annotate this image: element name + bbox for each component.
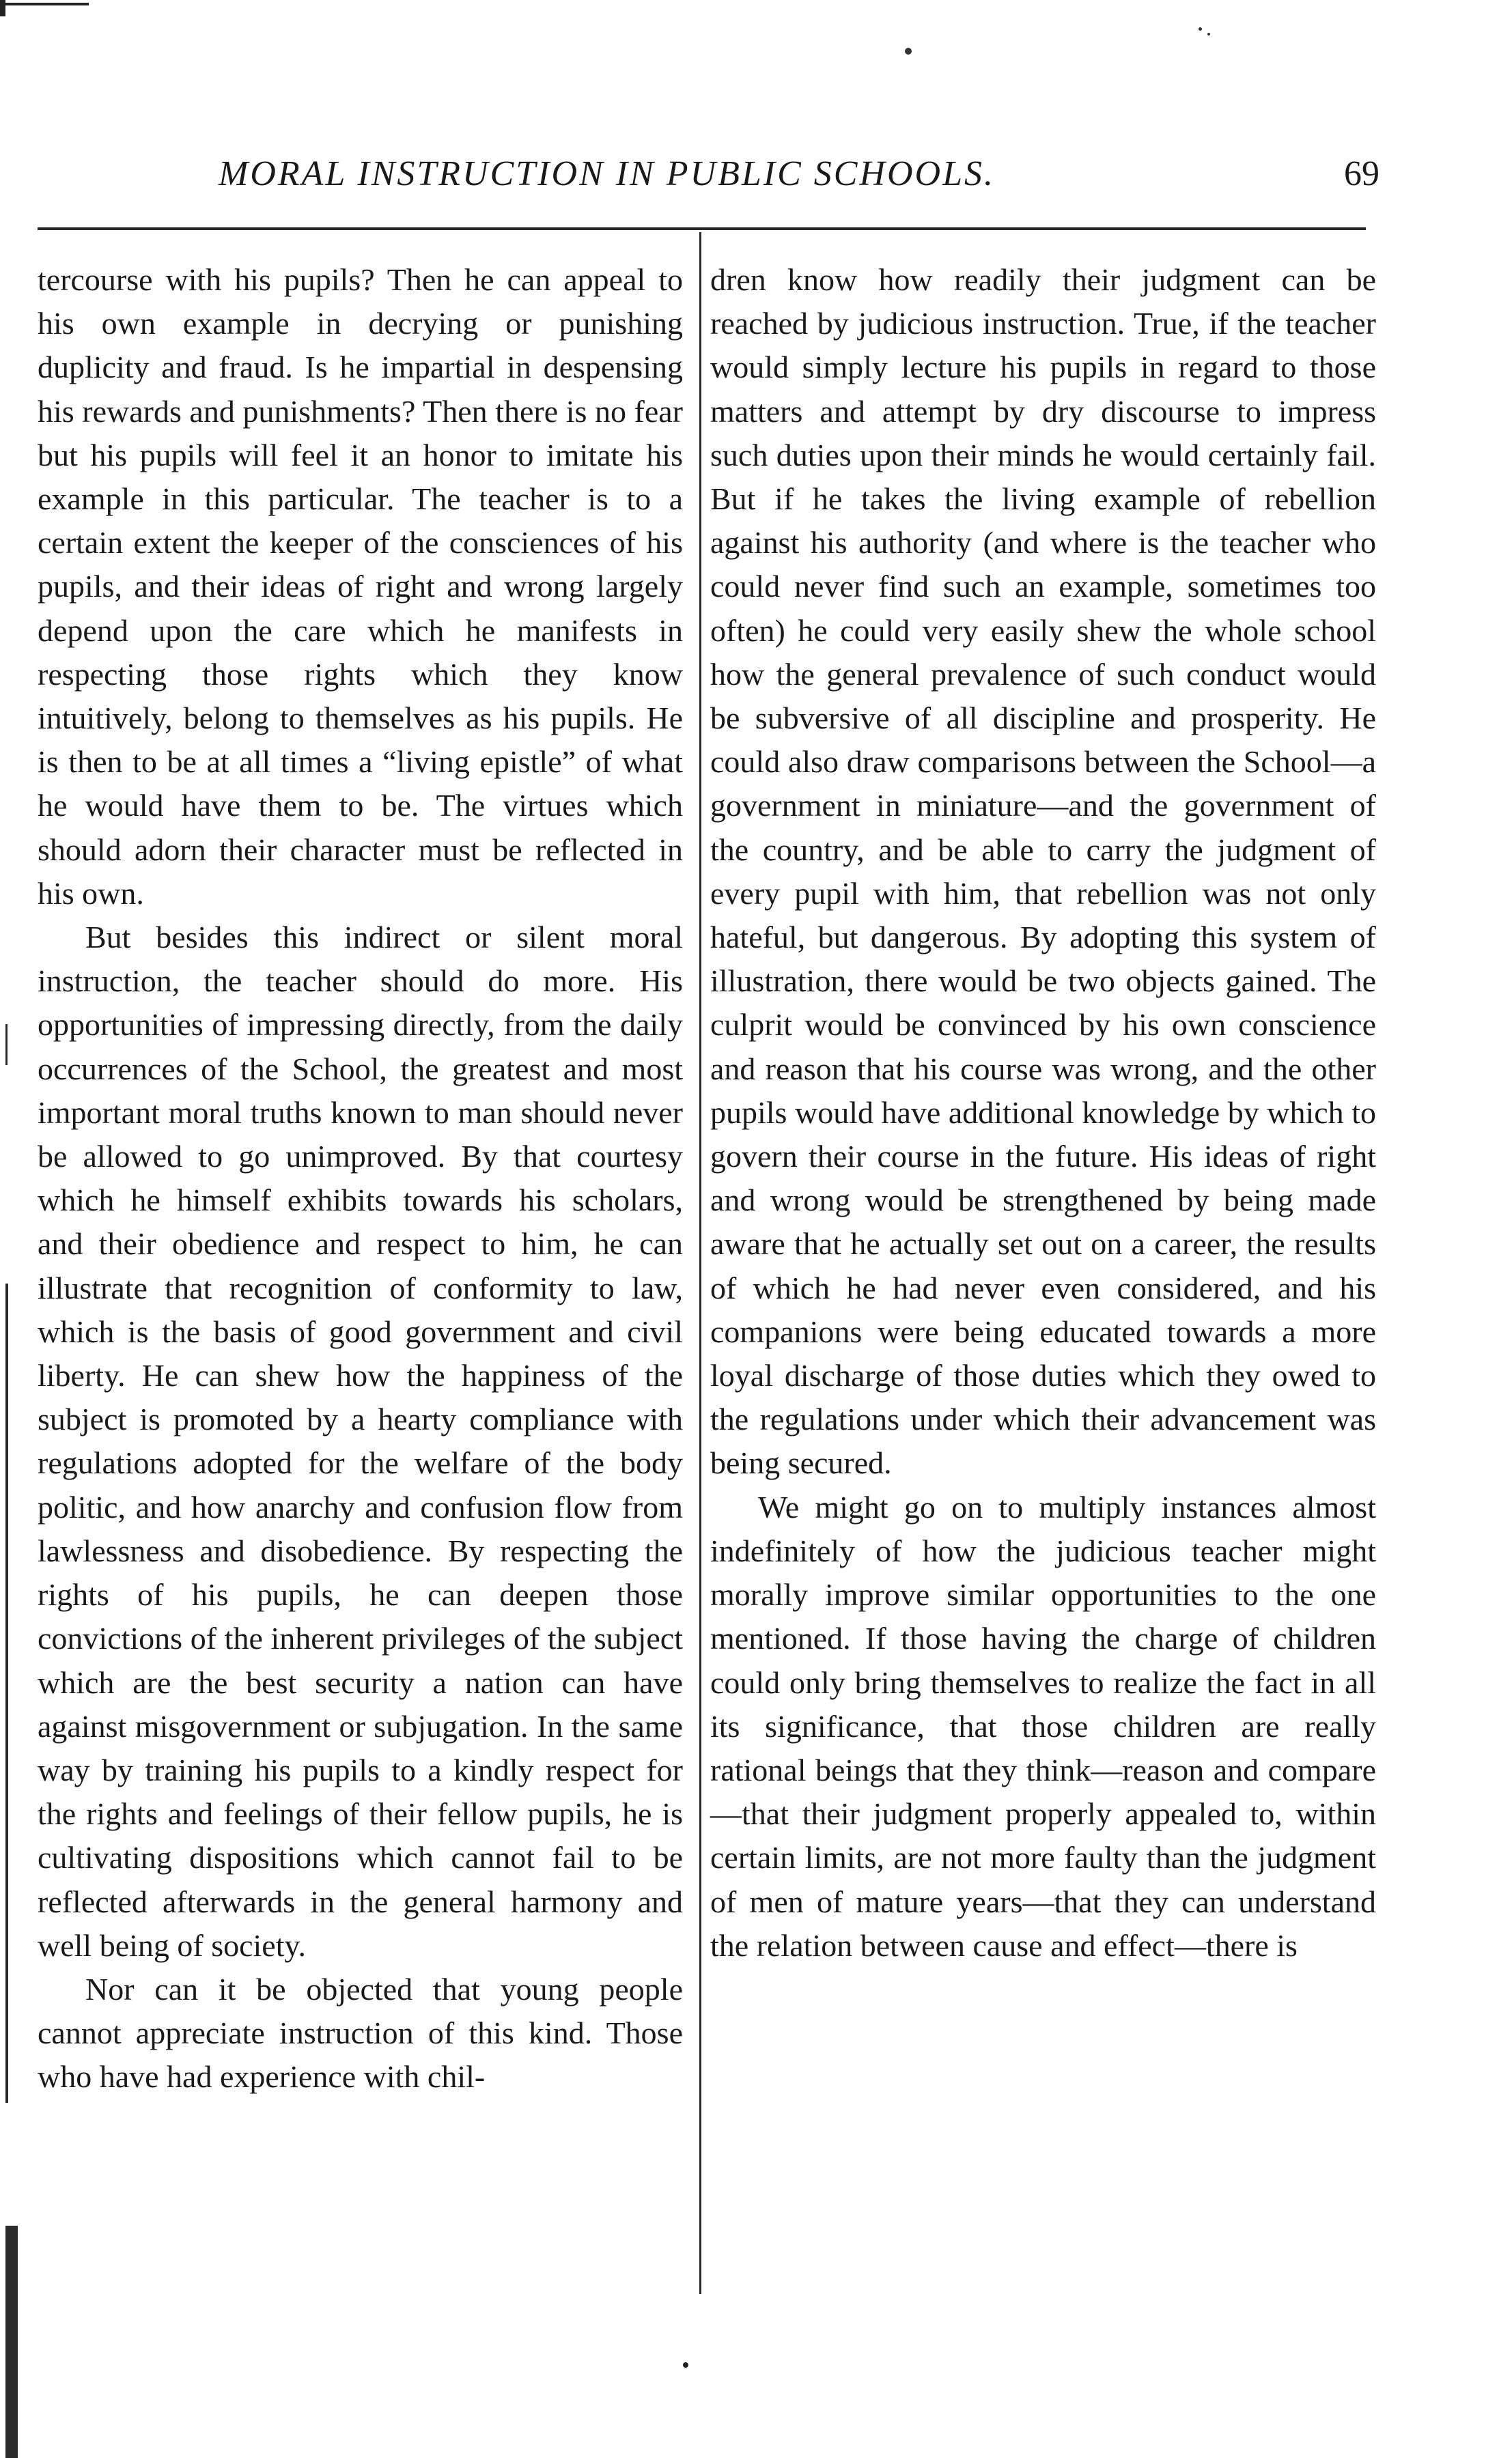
corner-mark xyxy=(0,0,89,7)
scan-speck xyxy=(1207,33,1210,36)
right-column xyxy=(710,258,1376,1968)
header-rule xyxy=(38,227,1366,230)
left-column xyxy=(38,258,683,2099)
binding-edge-marks xyxy=(0,1024,41,2464)
scan-speck xyxy=(1199,27,1202,31)
paragraph: dren know how readily their judgment can be reached by judicious instruction. True, if the teacher would simply lecture his pupils in regard to those matters and attempt by dry discourse to impress such duties upon their minds he would certainly fail. But if he takes the living example of rebellion against his authority (and where is the teacher who could never find such an example, sometimes too often) he could very easily shew the whole school how the general prevalence of such conduct would be subversive of all discipline and prosperity. He could also draw comparisons between the School—a government in miniature—and the government of the country, and be able to carry the judgment of every pupil with him, that rebellion was not only hateful, but dangerous. By adopting this system of illustration, there would be two objects gained. The culprit would be convinced by his own conscience and reason that his course was wrong, and the other pupils would have additional knowledge by which to govern their course in the future. His ideas of right and wrong would be strengthened by being made aware that he actually set out on a career, the results of which he had never even considered, and his companions were being educated towards a more loyal discharge of those duties which they owed to the regulations under which their advancement was being secured. xyxy=(710,262,1376,1481)
paragraph: Nor can it be objected that young people cannot appreciate instruction of this kind. Those who have had experience with chil- xyxy=(38,1971,683,2095)
paragraph: tercourse with his pupils? Then he can appeal to his own example in decrying or punishing duplicity and fraud. Is he impartial in despensing his rewards and punishments? Then there is no fear but his pupils will feel it an honor to imitate his example in this particular. The teacher is to a certain extent the keeper of the consciences of his pupils, and their ideas of right and wrong largely depend upon the care which he manifests in respecting those rights which they know intuitively, belong to themselves as his pupils. He is then to be at all times a “living epistle” of what he would have them to be. The virtues which should adorn their character must be reflected in his own. xyxy=(38,262,683,911)
paragraph: We might go on to multiply instances almost indefinitely of how the judicious teacher might morally improve similar opportunities to the one mentioned. If those having the charge of children could only bring themselves to realize the fact in all its significance, that those children are really rational beings that they think—reason and compare—that their judgment properly appealed to, within certain limits, are not more faulty than the judgment of men of mature years—that they can understand the relation between cause and effect—there is xyxy=(710,1489,1376,1963)
running-header xyxy=(219,150,1379,205)
scan-speck xyxy=(683,2362,688,2368)
column-divider xyxy=(699,232,701,2294)
scan-speck xyxy=(905,48,912,55)
page-number: 69 xyxy=(1344,154,1379,193)
paragraph: But besides this indirect or silent moral instruction, the teacher should do more. His opportunities of impressing directly, from the daily occurrences of the School, the greatest and most important moral truths known to man should never be allowed to go unimproved. By that courtesy which he himself exhibits towards his scholars, and their obedience and respect to him, he can illustrate that recognition of conformity to law, which is the basis of good government and civil liberty. He can shew how the happiness of the subject is promoted by a hearty compliance with regulations adopted for the welfare of the body politic, and how anarchy and confusion flow from lawlessness and disobedience. By respecting the rights of his pupils, he can deepen those convictions of the inherent privileges of the subject which are the best security a nation can have against misgovernment or subjugation. In the same way by training his pupils to a kindly respect for the rights and feelings of their fellow pupils, he is cultivating dispositions which cannot fail to be reflected afterwards in the general harmony and well being of society. xyxy=(38,920,683,1963)
running-title: MORAL INSTRUCTION IN PUBLIC SCHOOLS. xyxy=(219,154,996,193)
